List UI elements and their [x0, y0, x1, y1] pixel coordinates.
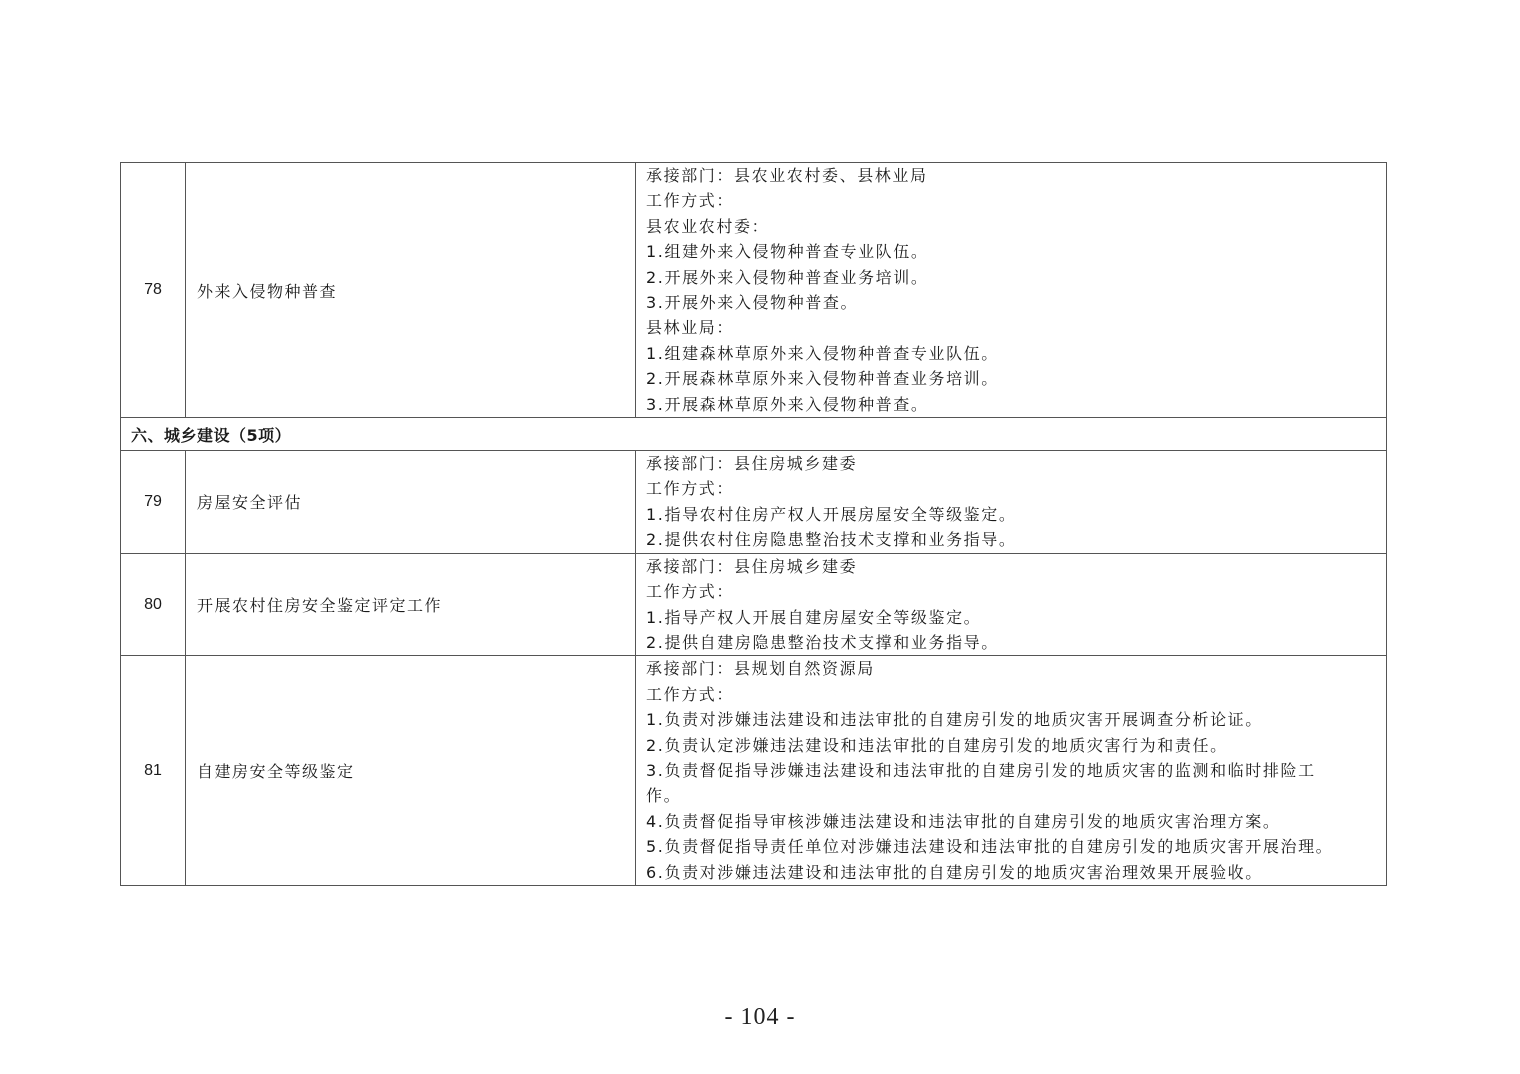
desc-line: 承接部门：县农业农村委、县林业局 — [646, 166, 928, 185]
item-description — [636, 451, 1387, 554]
desc-line: 1.负责对涉嫌违法建设和违法审批的自建房引发的地质灾害开展调查分析论证。 — [646, 710, 1263, 730]
table-row — [121, 656, 1387, 886]
row-number: 79 — [121, 451, 186, 554]
desc-line: 1.指导农村住房产权人开展房屋安全等级鉴定。 — [646, 504, 1017, 524]
desc-line: 4.负责督促指导审核涉嫌违法建设和违法审批的自建房引发的地质灾害治理方案。 — [646, 811, 1281, 831]
item-name: 自建房安全等级鉴定 — [186, 656, 636, 886]
row-number: 78 — [121, 163, 186, 418]
desc-line: 工作方式： — [646, 582, 735, 602]
desc-line: 3.开展森林草原外来入侵物种普查。 — [646, 394, 929, 414]
desc-line: 作。 — [646, 786, 682, 806]
section-header-row — [121, 418, 1387, 451]
desc-line: 2.提供农村住房隐患整治技术支撑和业务指导。 — [646, 530, 1017, 550]
desc-line: 6.负责对涉嫌违法建设和违法审批的自建房引发的地质灾害治理效果开展验收。 — [646, 862, 1263, 882]
item-description — [636, 656, 1387, 886]
desc-line: 1.指导产权人开展自建房屋安全等级鉴定。 — [646, 607, 982, 627]
item-name: 开展农村住房安全鉴定评定工作 — [186, 553, 636, 656]
row-number: 80 — [121, 553, 186, 656]
desc-line: 3.负责督促指导涉嫌违法建设和违法审批的自建房引发的地质灾害的监测和临时排险工 — [646, 760, 1316, 780]
desc-line: 5.负责督促指导责任单位对涉嫌违法建设和违法审批的自建房引发的地质灾害开展治理。 — [646, 837, 1334, 857]
desc-line: 2.提供自建房隐患整治技术支撑和业务指导。 — [646, 632, 999, 652]
section-title: 六、城乡建设（5项） — [121, 418, 1387, 451]
desc-line: 1.组建森林草原外来入侵物种普查专业队伍。 — [646, 343, 999, 363]
desc-line: 工作方式： — [646, 191, 735, 211]
desc-line: 2.开展外来入侵物种普查业务培训。 — [646, 267, 929, 287]
row-number: 81 — [121, 656, 186, 886]
item-name: 房屋安全评估 — [186, 451, 636, 554]
desc-line: 2.负责认定涉嫌违法建设和违法审批的自建房引发的地质灾害行为和责任。 — [646, 735, 1228, 755]
page-number: - 104 - — [724, 1004, 796, 1030]
responsibility-table — [120, 162, 1387, 886]
item-description — [636, 553, 1387, 656]
desc-line: 1.组建外来入侵物种普查专业队伍。 — [646, 242, 929, 262]
desc-line: 工作方式： — [646, 684, 735, 704]
desc-line: 县林业局： — [646, 318, 735, 338]
table-row — [121, 553, 1387, 656]
table-row — [121, 163, 1387, 418]
desc-line: 2.开展森林草原外来入侵物种普查业务培训。 — [646, 369, 999, 389]
desc-line: 工作方式： — [646, 479, 735, 499]
item-description — [636, 163, 1387, 418]
desc-line: 承接部门：县住房城乡建委 — [646, 454, 858, 474]
desc-line: 承接部门：县住房城乡建委 — [646, 556, 858, 576]
desc-line: 县农业农村委： — [646, 216, 770, 236]
desc-line: 3.开展外来入侵物种普查。 — [646, 293, 859, 313]
table-row — [121, 451, 1387, 554]
desc-line: 承接部门：县规划自然资源局 — [646, 659, 875, 679]
item-name: 外来入侵物种普查 — [186, 163, 636, 418]
